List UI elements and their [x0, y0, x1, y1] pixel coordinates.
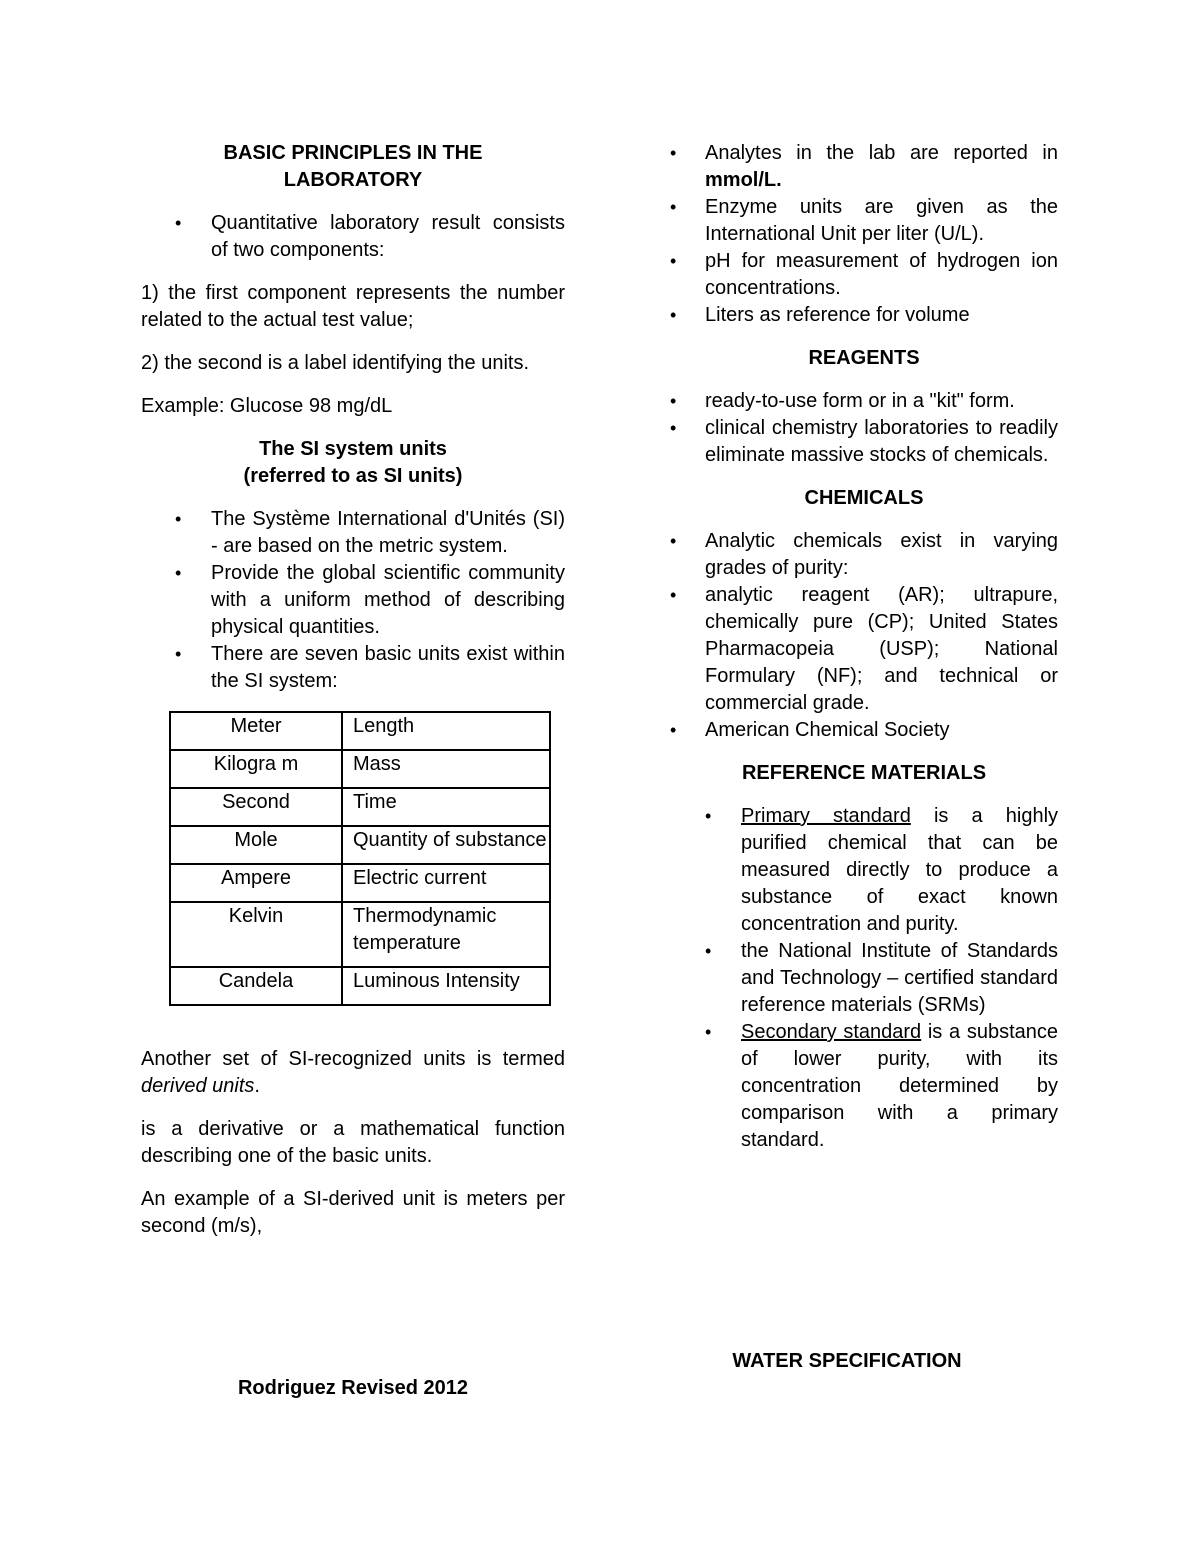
component-two-text: 2) the second is a label identifying the units.	[141, 352, 530, 374]
bullet-icon: •	[175, 213, 182, 233]
table-row: Mole Quantity of substance	[170, 826, 550, 864]
bullet-icon: •	[670, 305, 677, 325]
derived-units-term: derived units	[141, 1075, 255, 1097]
bullet-icon: •	[705, 806, 712, 826]
table-row: Meter Length	[170, 712, 550, 750]
bullet-icon: •	[670, 251, 677, 271]
reagents-list	[670, 388, 1058, 469]
reference-heading: REFERENCE MATERIALS	[741, 762, 987, 784]
bullet-icon: •	[670, 720, 677, 740]
list-item: • There are seven basic units exist within the SI system:	[175, 643, 565, 692]
table-row: Second Time	[170, 788, 550, 826]
table-row: Kilogra m Mass	[170, 750, 550, 788]
component-one-text: 1) the first component represents the number related to the actual test value;	[141, 282, 565, 331]
table-row: Candela Luminous Intensity	[170, 967, 550, 1005]
list-item: • the National Institute of Standards and Technology – certified standard reference materials (SRMs)	[705, 940, 1058, 1016]
bullet-icon: •	[175, 563, 182, 583]
chemicals-list	[670, 528, 1058, 744]
title-line-1: BASIC PRINCIPLES IN THE	[223, 142, 483, 164]
list-item: • pH for measurement of hydrogen ion concentrations.	[670, 250, 1058, 299]
bullet-icon: •	[670, 531, 677, 551]
water-specification-heading: WATER SPECIFICATION	[732, 1350, 962, 1372]
chemicals-heading: CHEMICALS	[804, 487, 924, 509]
bullet-icon: •	[705, 1022, 712, 1042]
list-item: • ready-to-use form or in a "kit" form.	[670, 388, 1058, 415]
derived-units-text: Another set of SI-recognized units is termed derived units.	[141, 1048, 565, 1097]
footer-text: Rodriguez Revised 2012	[237, 1377, 469, 1399]
primary-standard-term: Primary standard	[741, 805, 911, 827]
si-list	[141, 506, 565, 695]
derived-example-text: An example of a SI-derived unit is meters per second (m/s),	[141, 1188, 565, 1237]
list-item: • Secondary standard is a substance of lower purity, with its concentration determined by comparison with a primary standard.	[705, 1021, 1058, 1151]
list-item: • The Système International d'Unités (SI) - are based on the metric system.	[175, 508, 565, 557]
bullet-icon: •	[705, 941, 712, 961]
si-units-table	[169, 711, 551, 1006]
list-item: • Analytes in the lab are reported in mmol/L.	[670, 142, 1058, 191]
bullet-icon: •	[670, 197, 677, 217]
table-row: Kelvin Thermodynamic temperature	[170, 902, 550, 967]
title-line-2: LABORATORY	[283, 169, 423, 191]
list-item: • Primary standard is a highly purified chemical that can be measured directly to produce a substance of exact known concentration and purity.	[705, 805, 1059, 935]
example-text: Example: Glucose 98 mg/dL	[141, 395, 393, 417]
si-heading: The SI system units (referred to as SI units)	[243, 438, 463, 487]
list-item: • Liters as reference for volume	[670, 302, 1058, 329]
list-item: • Provide the global scientific community with a uniform method of describing physical quantities.	[175, 562, 565, 638]
bullet-icon: •	[175, 644, 182, 664]
reference-list	[670, 803, 1058, 1154]
list-item: • Analytic chemicals exist in varying grades of purity:	[670, 530, 1058, 579]
derivative-text: is a derivative or a mathematical function describing one of the basic units.	[141, 1118, 565, 1167]
page-title	[141, 140, 565, 194]
right-column	[670, 140, 1058, 1170]
bullet-icon: •	[670, 143, 677, 163]
bullet-icon: •	[670, 418, 677, 438]
mmol-unit: mmol/L.	[705, 169, 782, 191]
list-item: • clinical chemistry laboratories to readily eliminate massive stocks of chemicals.	[670, 417, 1058, 466]
list-item: • analytic reagent (AR); ultrapure, chemically pure (CP); United States Pharmacopeia (USP); National Formulary (NF); and technical or commercial grade.	[670, 584, 1058, 714]
bullet-icon: •	[670, 585, 677, 605]
secondary-standard-term: Secondary standard	[741, 1021, 922, 1043]
list-item: • American Chemical Society	[670, 717, 1058, 744]
left-column	[141, 140, 565, 1256]
units-list	[670, 140, 1058, 329]
reagents-heading: REAGENTS	[808, 347, 920, 369]
list-item: • Enzyme units are given as the International Unit per liter (U/L).	[670, 196, 1058, 245]
table-row: Ampere Electric current	[170, 864, 550, 902]
list-item: • Quantitative laboratory result consists of two components:	[175, 212, 565, 261]
bullet-icon: •	[670, 391, 677, 411]
bullet-icon: •	[175, 509, 182, 529]
intro-list	[141, 210, 565, 264]
